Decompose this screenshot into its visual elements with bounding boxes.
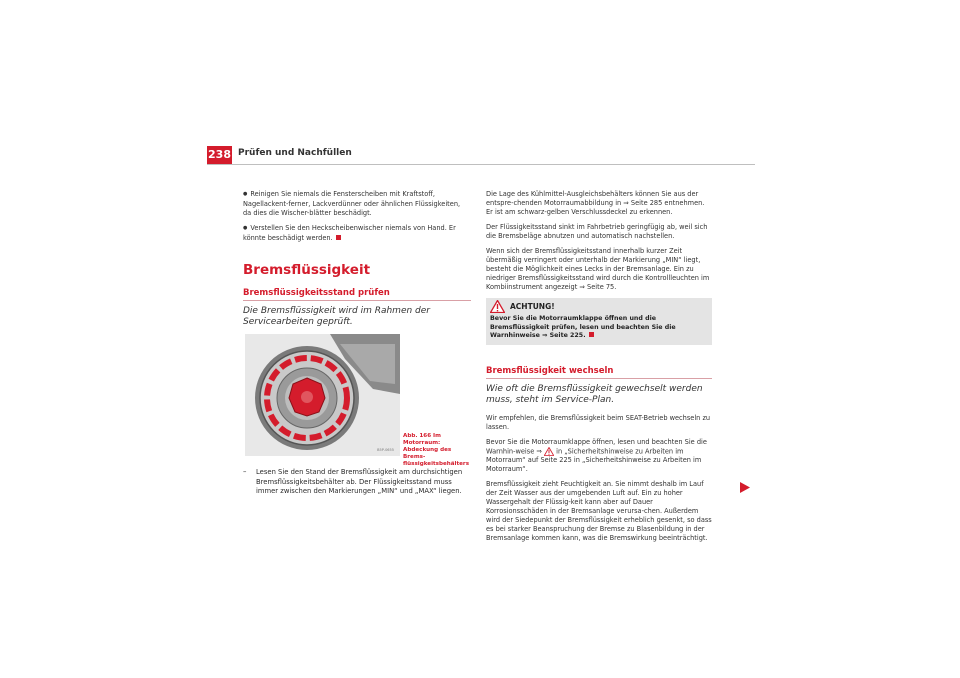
warning-triangle-icon [544,447,554,456]
left-subsection [243,289,471,336]
page-number: 238 [207,146,232,164]
warning-triangle-icon [490,300,505,313]
paragraph-part: Bevor Sie die Motorraumklappe öffnen, lesen und beachten Sie die Warnhin-weise ⇒ [486,437,707,455]
end-mark-icon [589,332,594,337]
continue-arrow-icon [740,482,750,493]
paragraph: Der Flüssigkeitsstand sinkt im Fahrbetrieb geringfügig ab, weil sich die Bremsbeläge abnutzen und automatisch nachstellen. [486,223,708,240]
figure-caption: Abb. 166 Im Motorraum: Abdeckung des Brems-flüssigkeitsbehälters [403,433,470,467]
end-mark-icon [336,235,341,240]
paragraph-with-icon [486,438,712,475]
subsection-title: Bremsflüssigkeitsstand prüfen [243,288,390,298]
header-divider [207,164,755,165]
subsection-lead: Wie oft die Bremsflüssigkeit gewechselt werden muss, steht im Service-Plan. [486,383,703,405]
figure-code: B5P-0655 [377,448,394,452]
step-text: Lesen Sie den Stand der Bremsflüssigkeit am durchsichtigen Bremsflüssigkeitsbehälter ab. Der Flüssigkeitsstand muss immer zwischen den Markierungen „MIN“ und „MAX“ liegen. [256,468,463,495]
instruction-step [243,468,471,497]
paragraph-part: in „Sicherheitshinweise zu Arbeiten im Motorraum“ auf Seite 225 in „Sicherheitshinweise zu Arbeiten im Motorraum“. [486,447,702,473]
subsection-divider [486,378,712,379]
right-column [486,190,712,549]
warning-text: Bevor Sie die Motorraumklappe öffnen und die Bremsflüssigkeit prüfen, lesen und beachten Sie die Warnhinweise ⇒ Seite 225. [490,315,676,339]
running-header-title: Prüfen und Nachfüllen [238,148,352,158]
subsection-lead: Die Bremsflüssigkeit wird im Rahmen der Servicearbeiten geprüft. [243,306,431,327]
section-title: Bremsflüssigkeit [243,262,371,278]
bullet-text: Verstellen Sie den Heckscheibenwischer niemals von Hand. Er könnte beschädigt werden. [243,224,456,242]
warning-text-row [490,315,708,341]
bullet-item: ● Reinigen Sie niemals die Fensterscheiben mit Kraftstoff, Nagellackent-ferner, Lackverdünner oder ähnlichen Flüssigkeiten, da dies die Wischer-blätter beschädigt. [243,190,469,218]
warning-header [490,298,708,315]
paragraph: Wir empfehlen, die Bremsflüssigkeit beim SEAT-Betrieb wechseln zu lassen. [486,413,711,431]
paragraph: Bremsflüssigkeit zieht Feuchtigkeit an. Sie nimmt deshalb im Lauf der Zeit Wasser aus der umgebenden Luft auf. Ein zu hoher Wassergehalt der Flüssig-keit kann aber auf Dauer Korrosionsschäden in der Bremsanlage verursa-chen. Außerdem wird der Siedepunkt der Bremsflüssigkeit erheblich gesenkt, so dass es bei starker Beanspruchung der Bremse zu Blasenbildung in der Bremsanlage kommen kann, was die Bremswirkung beeinträchtigt. [486,480,712,542]
warning-box [486,298,712,345]
warning-title: ACHTUNG! [510,302,555,311]
bullet-item-last [243,224,469,243]
paragraph: Die Lage des Kühlmittel-Ausgleichsbehälters können Sie aus der entspre-chenden Motorraumabbildung in ⇒ Seite 285 entnehmen. Er ist am schwarz-gelben Verschlussdeckel zu erkennen. [486,190,705,216]
figure-brake-fluid-cap [245,334,400,456]
left-column-bullets [243,190,469,249]
paragraph: Wenn sich der Bremsflüssigkeitsstand innerhalb kurzer Zeit übermäßig verringert oder unterhalb der Markierung „MIN“ liegt, besteht die Möglichkeit eines Lecks in der Bremsanlage. Ein zu niedriger Bremsflüssigkeitsstand wird durch die Kontrollleuchten im Kombiinstrument angezeigt ⇒ Seite 75. [486,247,710,291]
brake-fluid-cap-illustration [245,334,400,456]
subsection-divider [243,300,471,301]
subsection-title: Bremsflüssigkeit wechseln [486,365,614,376]
step-dash: – [243,468,247,476]
